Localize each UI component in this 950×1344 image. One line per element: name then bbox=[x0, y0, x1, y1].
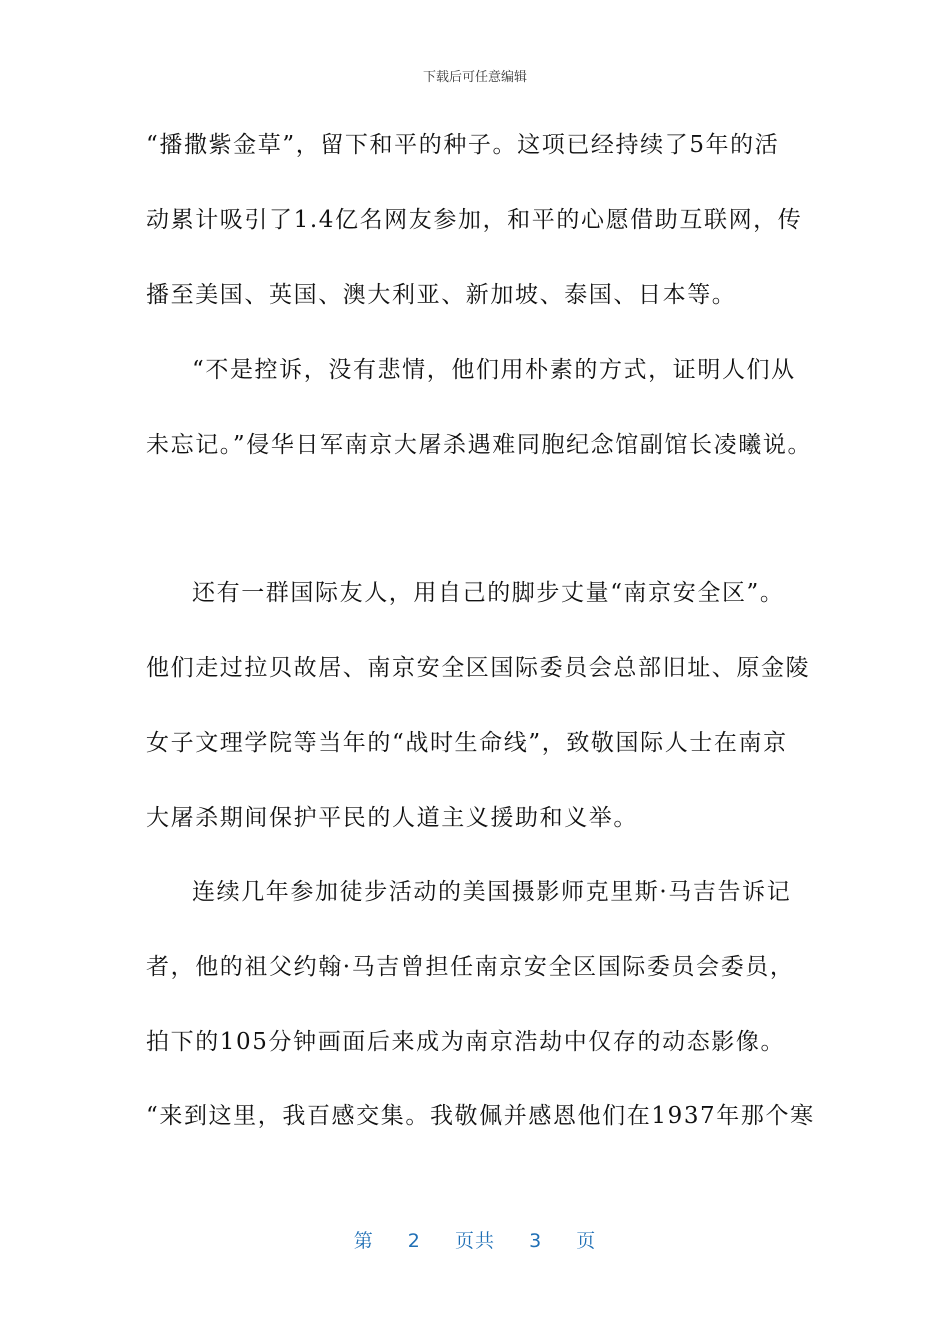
body-line: 他们走过拉贝故居、南京安全区国际委员会总部旧址、原金陵 bbox=[146, 655, 811, 681]
body-line: 还有一群国际友人，用自己的脚步丈量“南京安全区”。 bbox=[192, 580, 785, 606]
footer-page-number: 2 bbox=[407, 1230, 421, 1252]
body-line: 未忘记。”侵华日军南京大屠杀遇难同胞纪念馆副馆长凌曦说。 bbox=[146, 432, 813, 458]
body-line: 拍下的105分钟画面后来成为南京浩劫中仅存的动态影像。 bbox=[146, 1029, 786, 1055]
body-line: 播至美国、英国、澳大利亚、新加坡、泰国、日本等。 bbox=[146, 282, 737, 308]
body-line: 动累计吸引了1.4亿名网友参加，和平的心愿借助互联网，传 bbox=[146, 207, 803, 233]
page-footer bbox=[0, 1226, 950, 1253]
body-line: “播撒紫金草”，留下和平的种子。这项已经持续了5年的活 bbox=[146, 132, 780, 158]
body-line: 大屠杀期间保护平民的人道主义援助和义举。 bbox=[146, 805, 638, 831]
body-line: 连续几年参加徒步活动的美国摄影师克里斯·马吉告诉记 bbox=[192, 879, 792, 905]
footer-di: 第 bbox=[353, 1230, 374, 1252]
header-note: 下载后可任意编辑 bbox=[422, 70, 527, 85]
footer-ye-gong: 页共 bbox=[454, 1230, 495, 1252]
body-line: 女子文理学院等当年的“战时生命线”，致敬国际人士在南京 bbox=[146, 730, 788, 756]
footer-total-pages: 3 bbox=[529, 1230, 543, 1252]
footer-ye: 页 bbox=[576, 1230, 597, 1252]
body-line: “来到这里，我百感交集。我敬佩并感恩他们在1937年那个寒 bbox=[146, 1103, 815, 1129]
body-line: “不是控诉，没有悲情，他们用朴素的方式，证明人们从 bbox=[192, 357, 796, 383]
body-line: 者，他的祖父约翰·马吉曾担任南京安全区国际委员会委员， bbox=[146, 954, 795, 980]
